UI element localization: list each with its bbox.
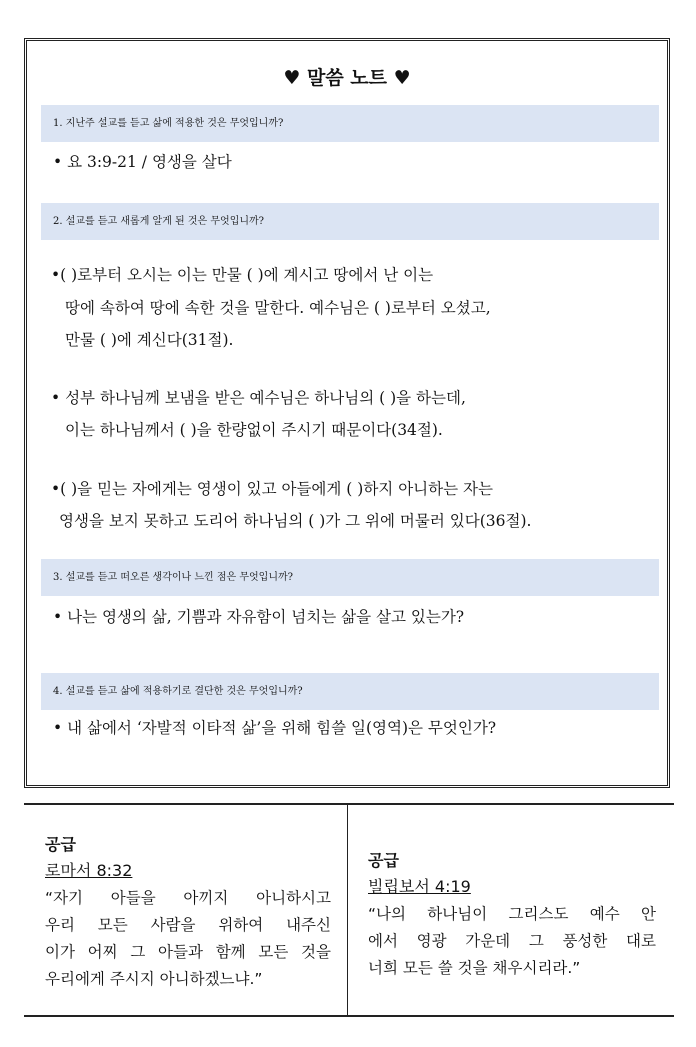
right-verse-text (368, 901, 656, 982)
verse-section-top-rule (24, 803, 674, 805)
verse-section-divider (347, 804, 348, 1015)
left-verse-line-3: 이가 어찌 그 아들과 함께 모든 것을 (45, 943, 331, 961)
left-verse-title: 공급 (45, 835, 76, 854)
note-title: ♥ 말씀 노트 ♥ (283, 67, 411, 89)
right-verse-line-2: 에서 영광 가운데 그 풍성한 대로 (368, 932, 656, 950)
point-3-line-2: 영생을 보지 못하고 도리어 하나님의 ( )가 그 위에 머물러 있다(36절). (59, 512, 532, 530)
verse-section-bottom-rule (24, 1015, 674, 1017)
point-1-line-2: 땅에 속하여 땅에 속한 것을 말한다. 예수님은 ( )로부터 오셨고, (65, 299, 491, 317)
point-1-line-3: 만물 ( )에 계신다(31절). (65, 331, 234, 349)
question-3-bar: 3. 설교를 듣고 떠오른 생각이나 느낀 점은 무엇입니까? (41, 559, 659, 596)
right-verse-line-3: 너희 모든 쓸 것을 채우시리라.” (368, 959, 581, 977)
question-1-bar: 1. 지난주 설교를 듣고 삶에 적용한 것은 무엇입니까? (41, 105, 659, 142)
right-verse-title: 공급 (368, 851, 399, 870)
left-verse-text (45, 885, 331, 993)
question-2-bar: 2. 설교를 듣고 새롭게 알게 된 것은 무엇입니까? (41, 203, 659, 240)
point-1-line-1: •( )로부터 오시는 이는 만물 ( )에 계시고 땅에서 난 이는 (51, 266, 434, 284)
left-verse-line-2: 우리 모든 사람을 위하여 내주신 (45, 916, 331, 934)
answer-4: • 내 삶에서 ‘자발적 이타적 삶’을 위해 힘쓸 일(영역)은 무엇인가? (53, 719, 497, 737)
point-2-line-1: • 성부 하나님께 보냄을 받은 예수님은 하나님의 ( )을 하는데, (51, 389, 466, 407)
answer-1: • 요 3:9-21 / 영생을 살다 (53, 153, 232, 171)
right-verse-reference: 빌립보서 4:19 (368, 877, 471, 896)
left-verse-line-4: 우리에게 주시지 아니하겠느냐.” (45, 970, 263, 988)
answer-3: • 나는 영생의 삶, 기쁨과 자유함이 넘치는 삶을 살고 있는가? (53, 608, 465, 626)
question-4-bar: 4. 설교를 듣고 삶에 적용하기로 결단한 것은 무엇입니까? (41, 673, 659, 710)
point-3-line-1: •( )을 믿는 자에게는 영생이 있고 아들에게 ( )하지 아니하는 자는 (51, 480, 493, 498)
right-verse-line-1: “나의 하나님이 그리스도 예수 안 (368, 905, 656, 923)
point-2-line-2: 이는 하나님께서 ( )을 한량없이 주시기 때문이다(34절). (65, 421, 443, 439)
sermon-note-box (24, 38, 670, 788)
left-verse-line-1: “자기 아들을 아끼지 아니하시고 (45, 889, 331, 907)
left-verse-reference: 로마서 8:32 (45, 861, 133, 880)
